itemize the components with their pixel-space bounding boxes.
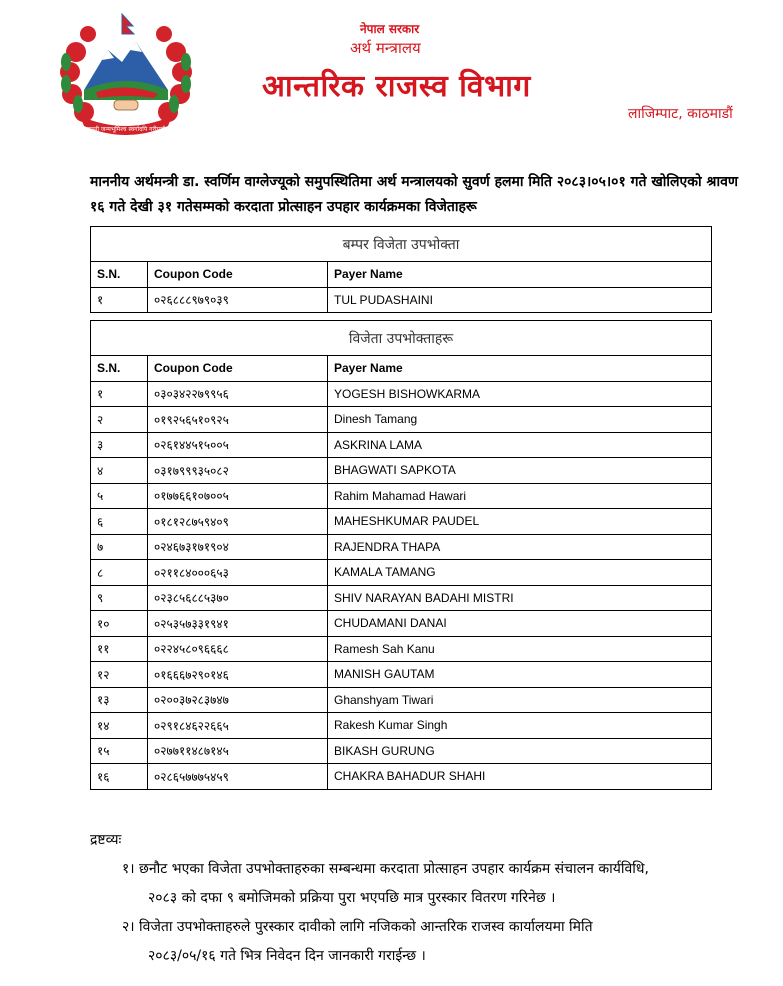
table-row (91, 738, 712, 764)
note-2-line-2: २०८३/०५/१६ गते भित्र निवेदन दिन जानकारी गराईन्छ । (148, 948, 426, 964)
row-payer-name: YOGESH BISHOWKARMA (328, 381, 712, 407)
nepal-government-emblem (56, 12, 196, 142)
row-coupon-code: ०२८६५७७७५४५९ (148, 764, 328, 790)
row-coupon-code: ०२६१४४५१५००५ (148, 432, 328, 458)
department-title: आन्तरिक राजस्व विभाग (262, 69, 531, 104)
row-coupon-code: ०२२४५८०९६६६८ (148, 636, 328, 662)
table-row (91, 764, 712, 790)
row-payer-name: TUL PUDASHAINI (328, 287, 712, 313)
table-row (91, 483, 712, 509)
row-sn: १० (91, 611, 148, 637)
row-sn: २ (91, 407, 148, 433)
row-coupon-code: ०१८१२८७५९४०९ (148, 509, 328, 535)
row-sn: १३ (91, 687, 148, 713)
table-row (91, 611, 712, 637)
row-payer-name: Rakesh Kumar Singh (328, 713, 712, 739)
row-coupon-code: ०१६६६७२९०१४६ (148, 662, 328, 688)
row-payer-name: RAJENDRA THAPA (328, 534, 712, 560)
row-sn: ३ (91, 432, 148, 458)
row-coupon-code: ०२५३५७३३१९४१ (148, 611, 328, 637)
row-coupon-code: ०२९१८४६२२६६५ (148, 713, 328, 739)
row-sn: ११ (91, 636, 148, 662)
table-row (91, 432, 712, 458)
row-payer-name: Ramesh Sah Kanu (328, 636, 712, 662)
row-payer-name: Dinesh Tamang (328, 407, 712, 433)
table-row (91, 636, 712, 662)
note-2-line-1: २। विजेता उपभोक्ताहरुले पुरस्कार दावीको लागि नजिकको आन्तरिक राजस्व कार्यालयमा मिति (122, 919, 593, 935)
row-sn: ४ (91, 458, 148, 484)
government-label: नेपाल सरकार (360, 22, 420, 36)
row-coupon-code: ०२००३७२८३७४७ (148, 687, 328, 713)
row-coupon-code: ०१७७६६१०७००५ (148, 483, 328, 509)
header-payer-name: Payer Name (328, 356, 712, 382)
row-payer-name: MAHESHKUMAR PAUDEL (328, 509, 712, 535)
row-payer-name: CHUDAMANI DANAI (328, 611, 712, 637)
row-payer-name: SHIV NARAYAN BADAHI MISTRI (328, 585, 712, 611)
bumper-winner-table (90, 226, 712, 313)
table-row (91, 458, 712, 484)
location-label: लाजिम्पाट, काठमाडौं (628, 106, 733, 122)
note-1-line-1: १। छनौट भएका विजेता उपभोक्ताहरुका सम्बन्धमा करदाता प्रोत्साहन उपहार कार्यक्रम संचालन कार्यविधि, (122, 861, 649, 877)
winners-header-row (91, 356, 712, 382)
row-payer-name: CHAKRA BAHADUR SHAHI (328, 764, 712, 790)
row-payer-name: KAMALA TAMANG (328, 560, 712, 586)
table-row (91, 381, 712, 407)
row-payer-name: MANISH GAUTAM (328, 662, 712, 688)
row-coupon-code: ०२६८८८९७९०३९ (148, 287, 328, 313)
row-coupon-code: ०२४६७३१७१९०४ (148, 534, 328, 560)
winners-caption: विजेता उपभोक्ताहरू (91, 321, 712, 356)
notes-title: द्रष्टव्यः (90, 832, 122, 848)
row-sn: १ (91, 287, 148, 313)
intro-paragraph: माननीय अर्थमन्त्री डा. स्वर्णिम वाग्लेज्यूको समुपस्थितिमा अर्थ मन्त्रालयको सुवर्ण हलमा मिति २०८३।०५।०१ गते खोलिएको श्रावण १६ गते देखी ३१ गतेसम्मको करदाता प्रोत्साहन उपहार कार्यक्रमका विजेताहरू (90, 174, 738, 215)
table-row (91, 662, 712, 688)
row-sn: ६ (91, 509, 148, 535)
header-sn: S.N. (91, 262, 148, 288)
table-row (91, 687, 712, 713)
header-coupon-code: Coupon Code (148, 356, 328, 382)
header-payer-name: Payer Name (328, 262, 712, 288)
row-coupon-code: ०२७७११४८७१४५ (148, 738, 328, 764)
winners-table (90, 320, 712, 790)
row-coupon-code: ०३०३४२२७९९५६ (148, 381, 328, 407)
row-coupon-code: ०२३८५६८८५३७० (148, 585, 328, 611)
ministry-label: अर्थ मन्त्रालय (350, 39, 421, 57)
row-sn: ५ (91, 483, 148, 509)
notes-section (90, 826, 760, 971)
row-coupon-code: ०३१७९९९३५०८२ (148, 458, 328, 484)
row-payer-name: ASKRINA LAMA (328, 432, 712, 458)
row-sn: १२ (91, 662, 148, 688)
row-coupon-code: ०१९२५६५१०९२५ (148, 407, 328, 433)
row-sn: ८ (91, 560, 148, 586)
table-row (91, 534, 712, 560)
row-payer-name: BIKASH GURUNG (328, 738, 712, 764)
header-sn: S.N. (91, 356, 148, 382)
bumper-caption: बम्पर विजेता उपभोक्ता (91, 227, 712, 262)
table-row (91, 407, 712, 433)
row-sn: ७ (91, 534, 148, 560)
bumper-header-row (91, 262, 712, 288)
row-sn: ९ (91, 585, 148, 611)
row-sn: १ (91, 381, 148, 407)
row-sn: १५ (91, 738, 148, 764)
row-payer-name: Rahim Mahamad Hawari (328, 483, 712, 509)
row-sn: १६ (91, 764, 148, 790)
row-coupon-code: ०२११८४०००६५३ (148, 560, 328, 586)
note-1-line-2: २०८३ को दफा ९ बमोजिमको प्रक्रिया पुरा भएपछि मात्र पुरस्कार वितरण गरिनेछ । (148, 890, 556, 906)
table-row (91, 713, 712, 739)
row-payer-name: BHAGWATI SAPKOTA (328, 458, 712, 484)
row-sn: १४ (91, 713, 148, 739)
header-coupon-code: Coupon Code (148, 262, 328, 288)
table-row (91, 560, 712, 586)
table-row (91, 585, 712, 611)
table-row (91, 509, 712, 535)
emblem-motto: जननी जन्मभूमिश्च स्वर्गादपि गरीयसी (86, 126, 166, 133)
row-payer-name: Ghanshyam Tiwari (328, 687, 712, 713)
table-row (91, 287, 712, 313)
